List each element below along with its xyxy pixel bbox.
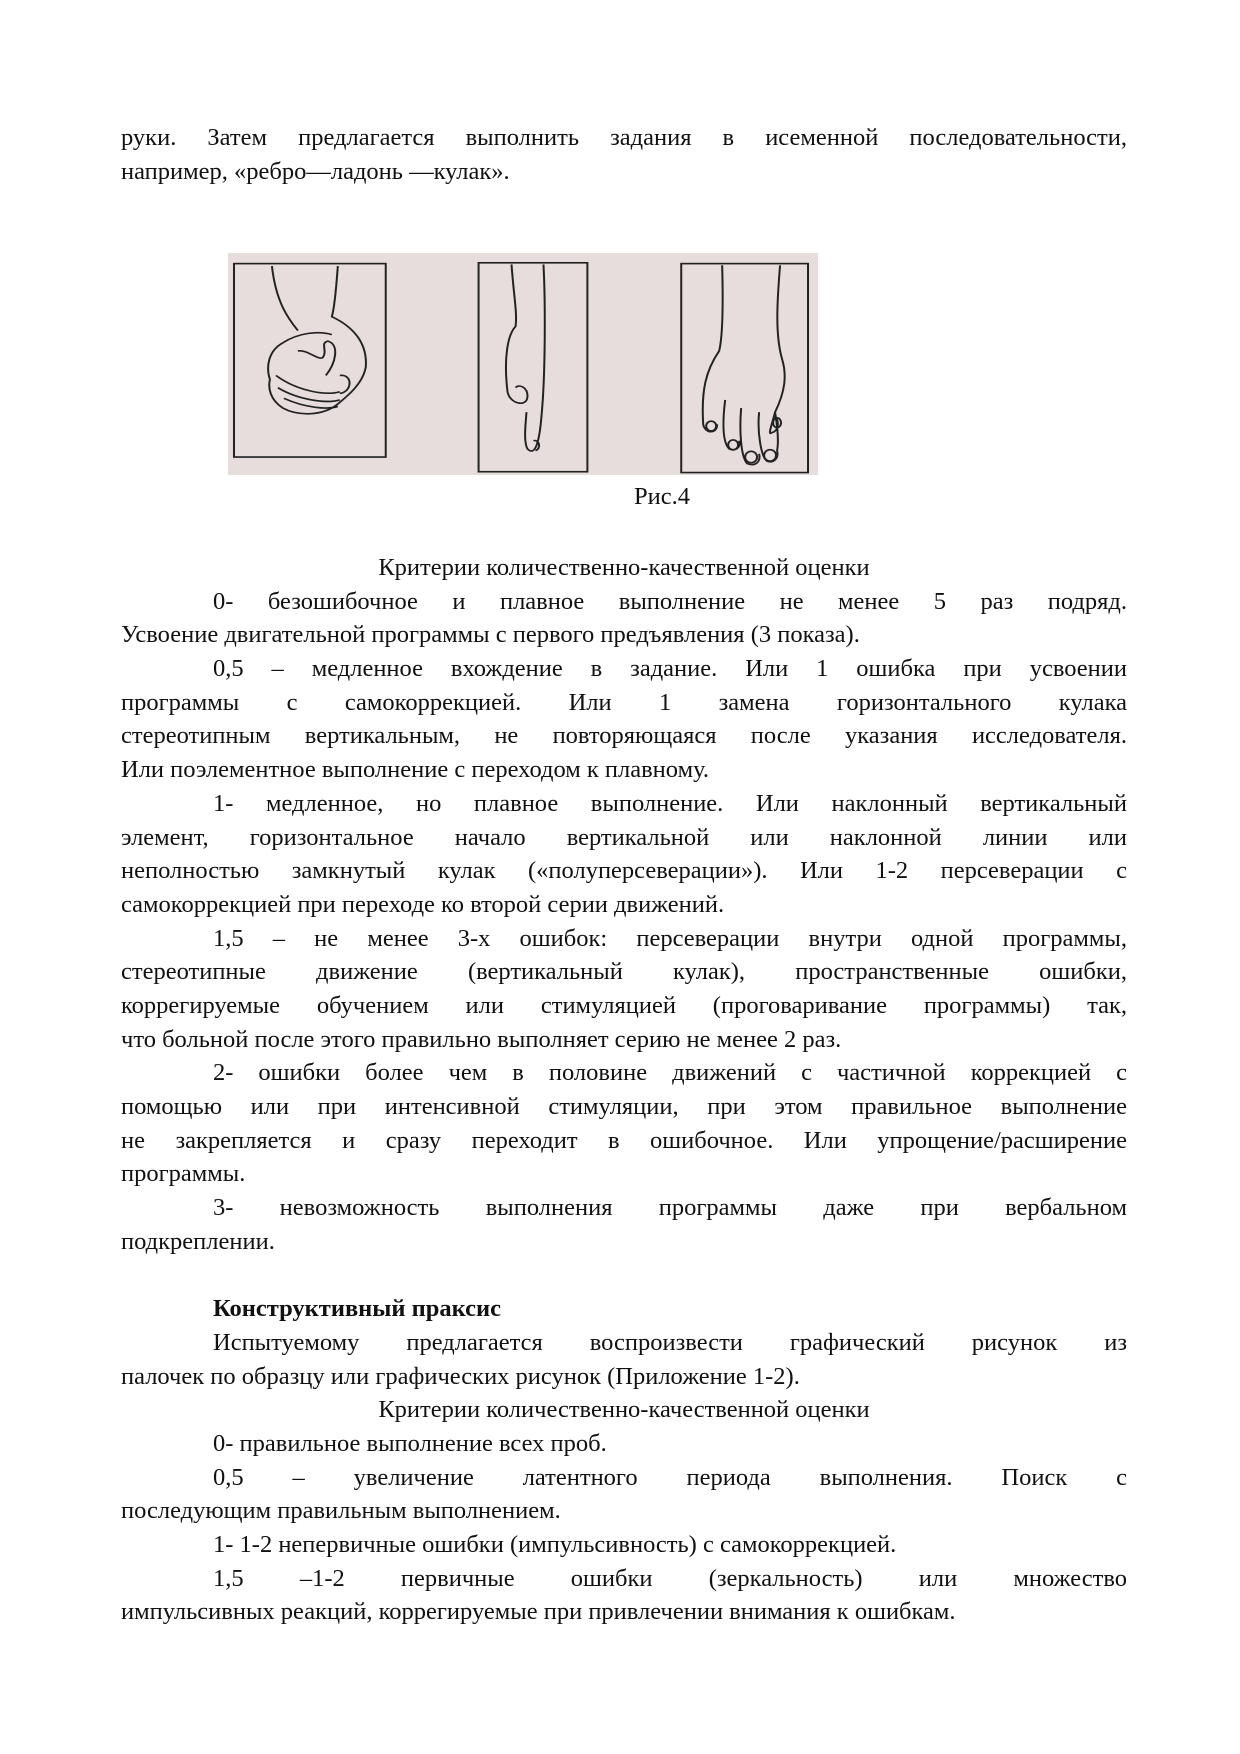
section-intro-paragraph: [121, 1326, 1127, 1393]
criterion-item: [121, 1562, 1127, 1629]
text-line: стереотипным вертикальным, не повторяющаяся после указания исследователя.: [121, 722, 1127, 750]
criterion-item: [121, 1056, 1127, 1191]
figure-hand-positions: [228, 253, 818, 475]
criterion-item: [121, 1461, 1127, 1528]
intro-paragraph: [121, 121, 1127, 188]
palm-icon: [681, 264, 808, 473]
text-line: 3- невозможность выполнения программы даже при вербальном: [213, 1194, 1127, 1222]
criterion-item: [121, 585, 1127, 652]
text-line: помощью или при интенсивной стимуляции, при этом правильное выполнение: [121, 1093, 1127, 1120]
text-line: 1- 1-2 непервичные ошибки (импульсивность) с самокоррекцией.: [213, 1530, 897, 1558]
text-line: 1,5 –1-2 первичные ошибки (зеркальность) или множество: [213, 1564, 1127, 1592]
text-line: элемент, горизонтальное начало вертикальной или наклонной линии или: [121, 823, 1127, 851]
text-line: 1- медленное, но плавное выполнение. Или наклонный вертикальный: [213, 789, 1127, 817]
criteria-title: Критерии количественно-качественной оценки: [378, 554, 870, 581]
text-line: не закрепляется и сразу переходит в ошибочное. Или упрощение/расширение: [121, 1126, 1127, 1154]
criteria-title: Критерии количественно-качественной оценки: [378, 1396, 870, 1424]
text-line: самокоррекцией при переходе ко второй серии движений.: [121, 890, 725, 918]
text-line: 0- правильное выполнение всех проб.: [213, 1429, 607, 1457]
text-line: что больной после этого правильно выполняет серию не менее 2 раз.: [121, 1025, 842, 1053]
text-line: палочек по образцу или графических рисунок (Приложение 1-2).: [121, 1362, 800, 1390]
criterion-item: [121, 1191, 1127, 1258]
text-line: руки. Затем предлагается выполнить задания в исеменной последовательности,: [121, 124, 1127, 151]
criterion-item: [121, 1427, 1127, 1461]
criterion-item: [121, 652, 1127, 787]
criterion-item: [121, 1528, 1127, 1562]
text-line: программы с самокоррекцией. Или 1 замена горизонтального кулака: [121, 688, 1127, 716]
criteria-section-1: [121, 551, 1127, 1629]
section-heading: Конструктивный праксис: [213, 1295, 502, 1323]
figure-caption: Рис.4: [634, 483, 690, 510]
text-line: 1,5 – не менее 3-х ошибок: персеверации внутри одной программы,: [213, 924, 1127, 952]
hand-edge-icon: [479, 263, 588, 472]
text-line: например, «ребро—ладонь —кулак».: [121, 157, 510, 185]
criterion-item: [121, 922, 1127, 1057]
fist-icon: [234, 264, 386, 457]
text-line: 0,5 – увеличение латентного периода выполнения. Поиск с: [213, 1463, 1127, 1491]
text-line: 0,5 – медленное вхождение в задание. Или 1 ошибка при усвоении: [213, 655, 1127, 683]
criterion-item: [121, 787, 1127, 922]
text-line: неполностью замкнутый кулак («полуперсеверации»). Или 1-2 персеверации с: [121, 857, 1127, 885]
text-line: последующим правильным выполнением.: [121, 1497, 561, 1525]
text-line: коррегируемые обучением или стимуляцией (проговаривание программы) так,: [121, 991, 1127, 1019]
text-line: импульсивных реакций, коррегируемые при привлечении внимания к ошибкам.: [121, 1598, 956, 1626]
text-line: 2- ошибки более чем в половине движений с частичной коррекцией с: [213, 1059, 1127, 1087]
text-line: стереотипные движение (вертикальный кулак), пространственные ошибки,: [121, 958, 1127, 986]
text-line: подкреплении.: [121, 1227, 275, 1255]
text-line: Усвоение двигательной программы с первого предъявления (3 показа).: [121, 621, 860, 649]
text-line: программы.: [121, 1160, 246, 1188]
text-line: Испытуемому предлагается воспроизвести графический рисунок из: [213, 1328, 1127, 1356]
text-line: 0- безошибочное и плавное выполнение не менее 5 раз подряд.: [213, 587, 1127, 615]
text-line: Или поэлементное выполнение с переходом к плавному.: [121, 756, 709, 784]
